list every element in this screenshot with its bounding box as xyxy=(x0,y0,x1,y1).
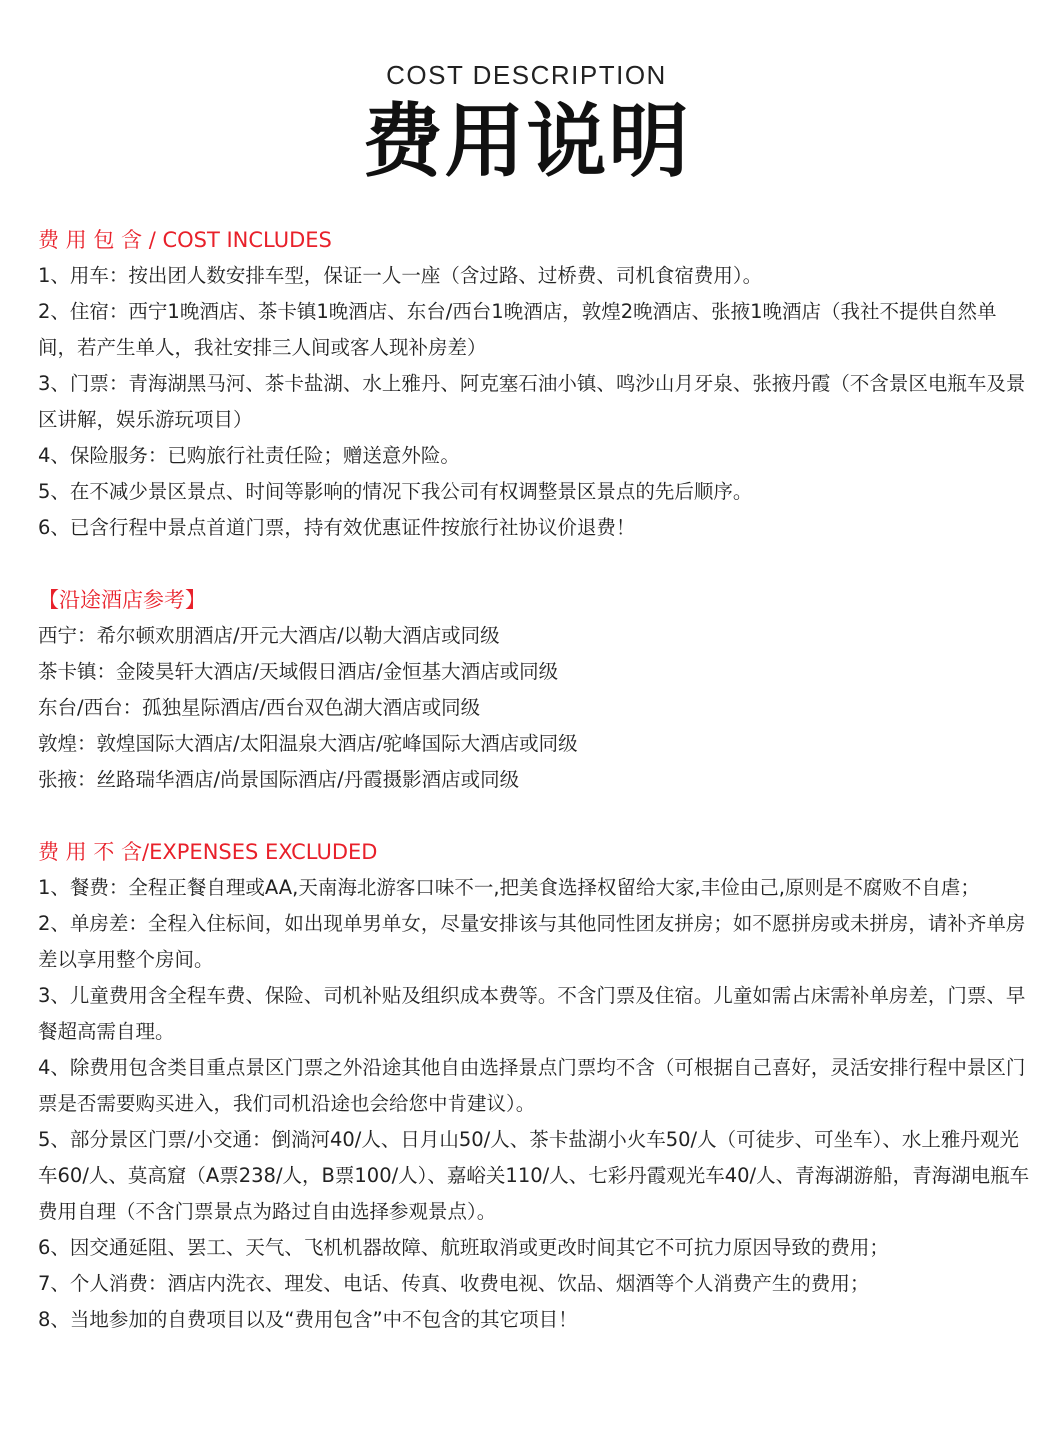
section-spacer xyxy=(38,798,1032,834)
cost-includes-section xyxy=(38,222,1032,546)
list-item: 1、用车：按出团人数安排车型，保证一人一座（含过路、过桥费、司机食宿费用）。 xyxy=(38,264,763,287)
cost-content xyxy=(38,222,1032,1338)
cost-includes-heading: 费 用 包 含 / COST INCLUDES xyxy=(38,228,332,252)
hotels-section xyxy=(38,582,1032,798)
list-item: 3、门票：青海湖黑马河、茶卡盐湖、水上雅丹、阿克塞石油小镇、鸣沙山月牙泉、张掖丹霞（不含景区电瓶车及景区讲解，娱乐游玩项目） xyxy=(38,372,1026,431)
list-item: 5、部分景区门票/小交通：倒淌河40/人、日月山50/人、茶卡盐湖小火车50/人（可徒步、可坐车）、水上雅丹观光车60/人、莫高窟（A票238/人，B票100/人）、嘉峪关110/人、七彩丹霞观光车40/人、青海湖游船，青海湖电瓶车费用自理（不含门票景点为路过自由选择参观景点）。 xyxy=(38,1128,1030,1223)
list-item: 张掖：丝路瑞华酒店/尚景国际酒店/丹霞摄影酒店或同级 xyxy=(38,768,520,791)
expenses-excluded-heading: 费 用 不 含/EXPENSES EXCLUDED xyxy=(38,840,378,864)
list-item: 4、除费用包含类目重点景区门票之外沿途其他自由选择景点门票均不含（可根据自己喜好，灵活安排行程中景区门票是否需要购买进入，我们司机沿途也会给您中肯建议）。 xyxy=(38,1056,1026,1115)
page-title: 费用说明 xyxy=(362,95,691,188)
list-item: 敦煌：敦煌国际大酒店/太阳温泉大酒店/驼峰国际大酒店或同级 xyxy=(38,732,578,755)
hotels-heading: 【沿途酒店参考】 xyxy=(38,588,206,612)
expenses-excluded-section xyxy=(38,834,1032,1338)
cost-includes-list xyxy=(38,258,1032,546)
list-item: 3、儿童费用含全程车费、保险、司机补贴及组织成本费等。不含门票及住宿。儿童如需占床需补单房差，门票、早餐超高需自理。 xyxy=(38,984,1026,1043)
list-item: 6、因交通延阻、罢工、天气、飞机机器故障、航班取消或更改时间其它不可抗力原因导致的费用； xyxy=(38,1236,889,1259)
list-item: 西宁：希尔顿欢朋酒店/开元大酒店/以勒大酒店或同级 xyxy=(38,624,500,647)
page-subtitle: COST DESCRIPTION xyxy=(386,60,667,90)
section-spacer xyxy=(38,546,1032,582)
expenses-excluded-list xyxy=(38,870,1032,1338)
list-item: 2、住宿：西宁1晚酒店、茶卡镇1晚酒店、东台/西台1晚酒店，敦煌2晚酒店、张掖1晚酒店（我社不提供自然单间，若产生单人，我社安排三人间或客人现补房差） xyxy=(38,300,997,359)
list-item: 2、单房差：全程入住标间，如出现单男单女，尽量安排该与其他同性团友拼房；如不愿拼房或未拼房，请补齐单房差以享用整个房间。 xyxy=(38,912,1026,971)
list-item: 1、餐费：全程正餐自理或AA,天南海北游客口味不一,把美食选择权留给大家,丰俭由己,原则是不腐败不自虐； xyxy=(38,876,980,899)
list-item: 4、保险服务：已购旅行社责任险；赠送意外险。 xyxy=(38,444,460,467)
hotels-list xyxy=(38,618,1032,798)
page-header xyxy=(0,58,1053,190)
list-item: 6、已含行程中景点首道门票，持有效优惠证件按旅行社协议价退费！ xyxy=(38,516,636,539)
list-item: 茶卡镇：金陵昊轩大酒店/天域假日酒店/金恒基大酒店或同级 xyxy=(38,660,559,683)
list-item: 7、个人消费：酒店内洗衣、理发、电话、传真、收费电视、饮品、烟酒等个人消费产生的费用； xyxy=(38,1272,870,1295)
list-item: 东台/西台：孤独星际酒店/西台双色湖大酒店或同级 xyxy=(38,696,481,719)
list-item: 8、当地参加的自费项目以及“费用包含”中不包含的其它项目！ xyxy=(38,1308,578,1331)
list-item: 5、在不减少景区景点、时间等影响的情况下我公司有权调整景区景点的先后顺序。 xyxy=(38,480,753,503)
